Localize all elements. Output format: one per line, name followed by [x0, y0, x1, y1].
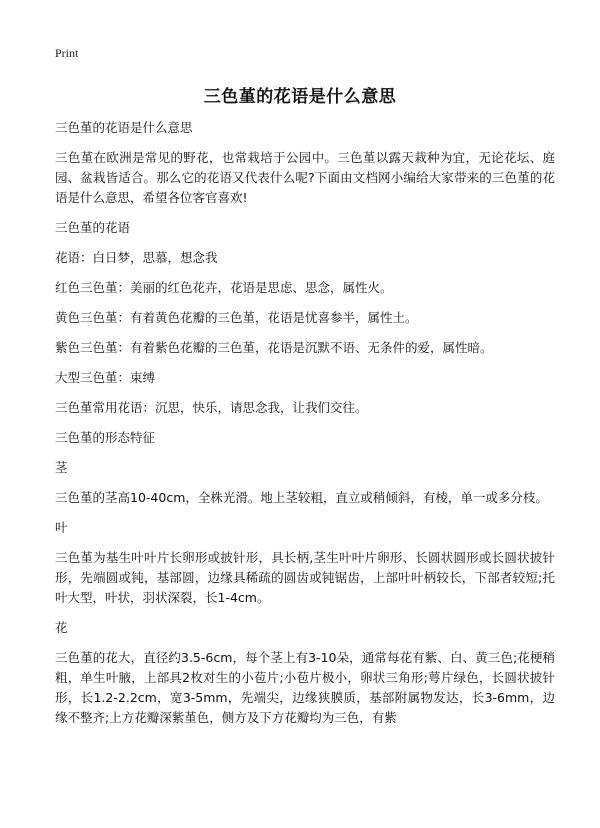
subheading-flower: 花 — [55, 620, 68, 635]
purple-pansy-paragraph: 紫色三色堇：有着紫色花瓣的三色堇，花语是沉默不语、无条件的爱，属性暗。 — [55, 340, 493, 355]
common-language-paragraph: 三色堇常用花语：沉思，快乐，请思念我，让我们交往。 — [55, 400, 368, 415]
section-heading-morphology: 三色堇的形态特征 — [55, 430, 156, 445]
flower-paragraph: 三色堇的花大，直径约3.5-6cm，每个茎上有3-10朵，通常每花有紫、白、黄三色;花梗稍粗，单生叶腋，上部具2枚对生的小苞片;小苞片极小，卵状三角形;萼片绿色，长圆状披针形，长1.2-2.2cm，宽3-5mm，先端尖，边缘狭膜质，基部附属物发达，长3-6mm，边缘不整齐;上方花瓣深紫堇色，侧方及下方花瓣均为三色，有紫 — [55, 650, 555, 725]
red-pansy-paragraph: 红色三色堇：美丽的红色花卉，花语是思虑、思念，属性火。 — [55, 280, 393, 295]
large-pansy-paragraph: 大型三色堇：束缚 — [55, 370, 156, 385]
section-heading-flower-language: 三色堇的花语 — [55, 220, 131, 235]
subheading-stem: 茎 — [55, 460, 68, 475]
document-body — [55, 118, 555, 738]
intro-paragraph: 三色堇在欧洲是常见的野花，也常栽培于公园中。三色堇以露天栽种为宜，无论花坛、庭园、盆栽皆适合。那么它的花语又代表什么呢?下面由文档网小编给大家带来的三色堇的花语是什么意思，希望各位客官喜欢! — [55, 150, 555, 205]
subheading-leaf: 叶 — [55, 520, 68, 535]
leaf-paragraph: 三色堇为基生叶叶片长卵形或披针形，具长柄,茎生叶叶片卵形、长圆状圆形或长圆状披针形，先端圆或钝，基部圆，边缘具稀疏的圆齿或钝锯齿，上部叶叶柄较长，下部者较短;托叶大型，叶状，羽状深裂，长1-4cm。 — [55, 550, 555, 605]
stem-paragraph: 三色堇的茎高10-40cm，全株光滑。地上茎较粗，直立或稍倾斜，有棱，单一或多分枝。 — [55, 490, 548, 505]
yellow-pansy-paragraph: 黄色三色堇：有着黄色花瓣的三色堇，花语是忧喜参半，属性土。 — [55, 310, 418, 325]
flower-language-paragraph: 花语：白日梦，思慕，想念我 — [55, 250, 218, 265]
page-title: 三色堇的花语是什么意思 — [203, 87, 397, 107]
print-link[interactable]: Print — [55, 46, 79, 60]
subtitle-paragraph: 三色堇的花语是什么意思 — [55, 120, 193, 135]
